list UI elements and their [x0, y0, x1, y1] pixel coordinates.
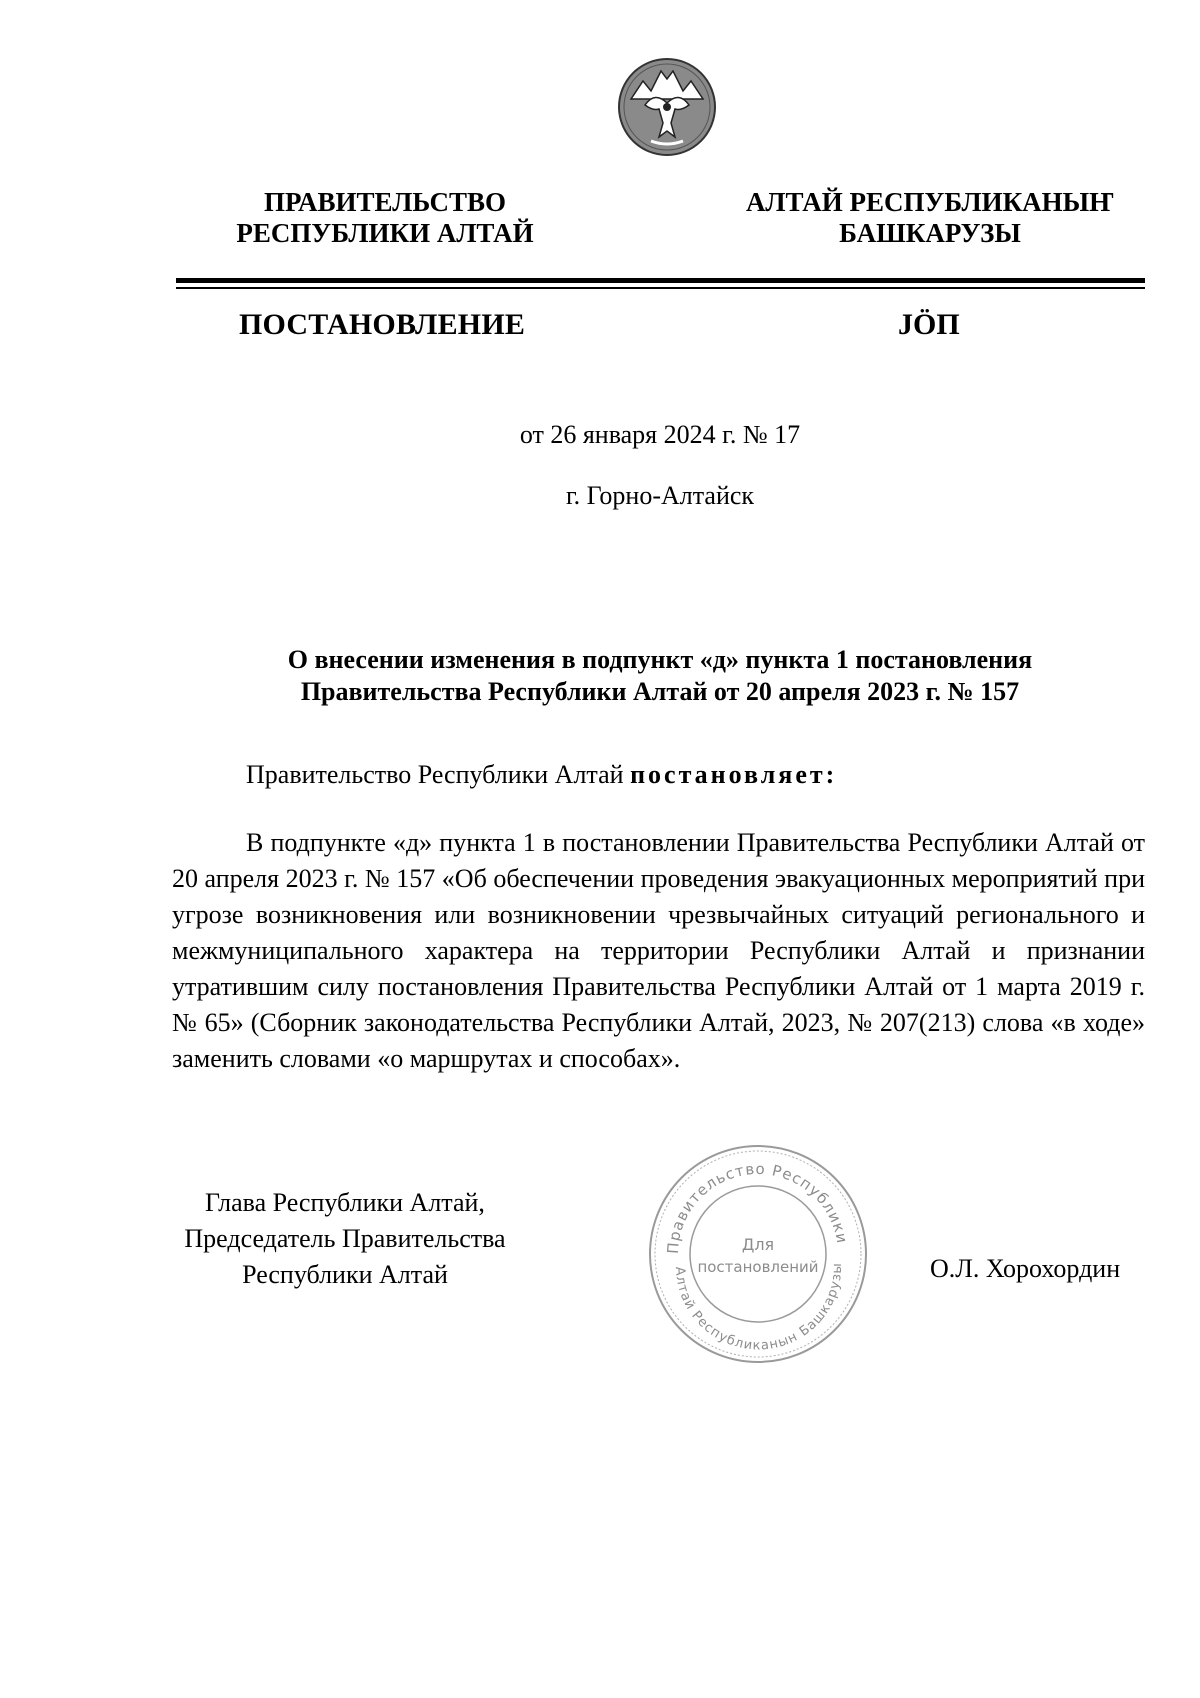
header-divider-thin	[176, 287, 1145, 289]
header-left-line2: РЕСПУБЛИКИ АЛТАЙ	[236, 218, 534, 248]
doc-kind-altai: JÖП	[898, 308, 960, 341]
signatory-title-line3: Республики Алтай	[242, 1260, 448, 1289]
document-title	[160, 644, 1160, 708]
body-paragraph: В подпункте «д» пункта 1 в постановлении Правительства Республики Алтай от 20 апреля 2023 г. № 157 «Об обеспечении проведения эвакуационных мероприятий при угрозе возникновения или возникновении чрезвычайных ситуаций регионального и межмуниципального характера на территории Республики Алтай и признании утратившим силу постановления Правительства Республики Алтай от 1 марта 2019 г. № 65» (Сборник законодательства Республики Алтай, 2023, № 207(213) слова «в ходе» заменить словами «о маршрутах и способах».	[172, 828, 1145, 1073]
intro-subject: Правительство Республики Алтай	[246, 760, 624, 789]
seal-center-line2: постановлений	[697, 1258, 819, 1276]
coat-of-arms-icon	[617, 57, 717, 157]
intro-verb: постановляет:	[630, 760, 838, 789]
header-divider-thick	[176, 278, 1145, 283]
header-left-line1: ПРАВИТЕЛЬСТВО	[263, 187, 507, 217]
seal-ring-top-text: Правительство Республики	[663, 1159, 852, 1255]
document-date-number: от 26 января 2024 г. № 17	[519, 420, 801, 449]
doc-kind-russian: ПОСТАНОВЛЕНИЕ	[239, 308, 526, 341]
title-line2: Правительства Республики Алтай от 20 апреля 2023 г. № 157	[300, 677, 1020, 706]
title-line1: О внесении изменения в подпункт «д» пункта 1 постановления	[287, 645, 1033, 674]
official-seal	[646, 1142, 871, 1367]
document-city: г. Горно-Алтайск	[565, 481, 755, 510]
signatory-title-line1: Глава Республики Алтай,	[205, 1188, 485, 1217]
signatory-title-line2: Председатель Правительства	[184, 1224, 506, 1253]
signatory-name: О.Л. Хорохордин	[930, 1254, 1121, 1283]
government-name-altai	[730, 187, 1130, 249]
signatory-title	[160, 1185, 530, 1293]
government-name-russian	[220, 187, 550, 249]
intro-line	[246, 760, 837, 790]
seal-center-line1: Для	[741, 1235, 775, 1254]
header-right-line1: АЛТАЙ РЕСПУБЛИКАНЫҤ	[745, 187, 1115, 217]
seal-ring-bottom-text: Алтай Республиканын Башкарузы	[671, 1262, 846, 1354]
header-right-line2: БАШКАРУЗЫ	[839, 218, 1021, 248]
